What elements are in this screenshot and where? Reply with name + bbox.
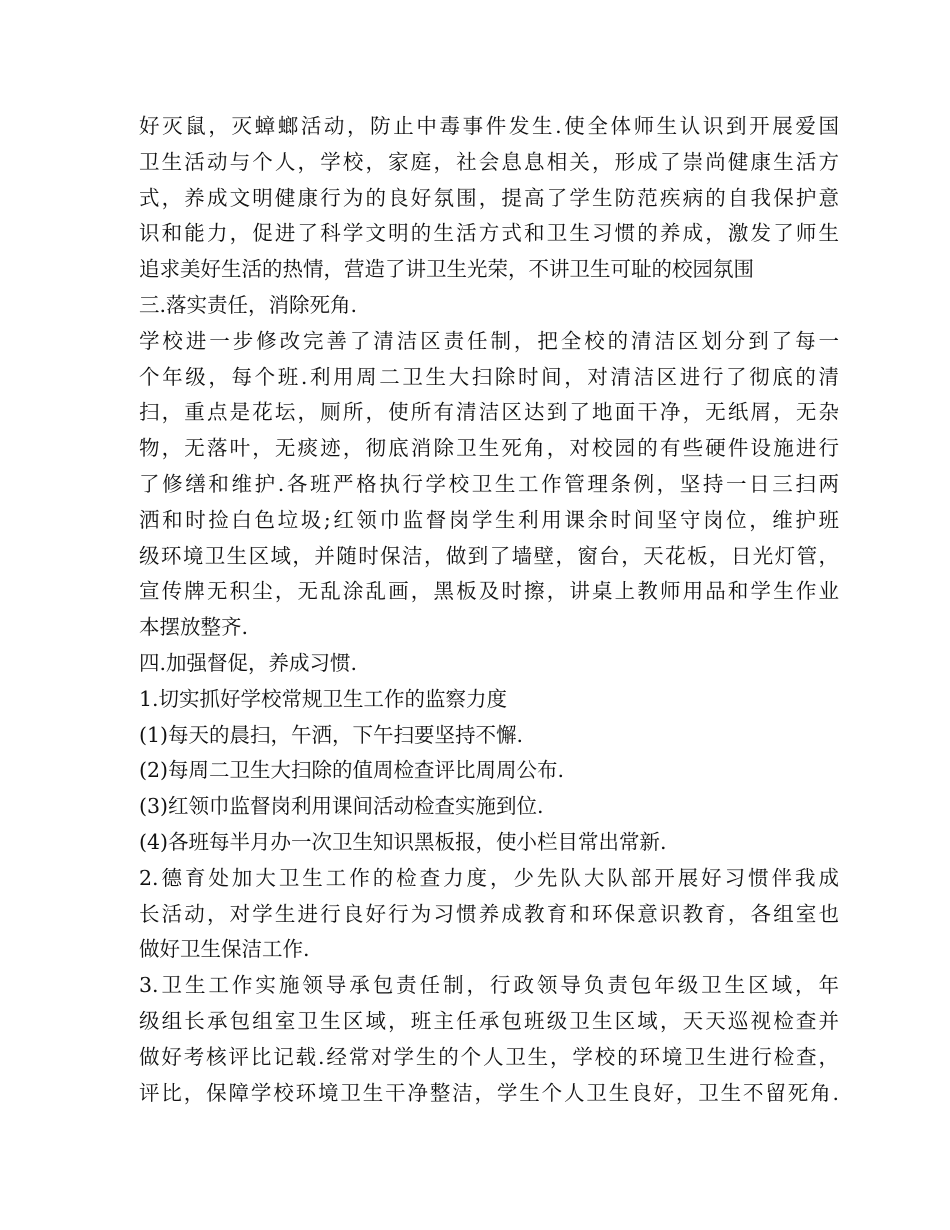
section-heading: 四.加强督促，养成习惯.: [139, 650, 358, 675]
text-line: 洒和时捡白色垃圾;红领巾监督岗学生利用课余时间坚守岗位，维护班: [139, 507, 839, 532]
list-item: (2)每周二卫生大扫除的值周检查评比周周公布.: [139, 758, 565, 783]
list-item: 2.德育处加大卫生工作的检查力度，少先队大队部开展好习惯伴我成: [139, 865, 839, 890]
text-line: 式，养成文明健康行为的良好氛围，提高了学生防范疾病的自我保护意: [139, 185, 839, 210]
text-line: 评比，保障学校环境卫生干净整洁，学生个人卫生良好，卫生不留死角.: [139, 1080, 839, 1105]
text-line: 长活动，对学生进行良好行为习惯养成教育和环保意识教育，各组室也: [139, 901, 839, 926]
text-line: 做好考核评比记载.经常对学生的个人卫生，学校的环境卫生进行检查，: [139, 1044, 839, 1069]
text-line: 追求美好生活的热情，营造了讲卫生光荣，不讲卫生可耻的校园氛围: [139, 257, 754, 282]
text-line: 物，无落叶，无痰迹，彻底消除卫生死角，对校园的有些硬件设施进行: [139, 436, 839, 461]
text-line: 级组长承包组室卫生区域，班主任承包班级卫生区域，天天巡视检查并: [139, 1008, 839, 1033]
list-item: 1.切实抓好学校常规卫生工作的监察力度: [139, 686, 508, 711]
text-line: 卫生活动与个人，学校，家庭，社会息息相关，形成了崇尚健康生活方: [139, 149, 839, 174]
list-item: 3.卫生工作实施领导承包责任制，行政领导负责包年级卫生区域，年: [139, 973, 839, 998]
text-line: 好灭鼠，灭蟑螂活动，防止中毒事件发生.使全体师生认识到开展爱国: [139, 114, 839, 138]
list-item: (4)各班每半月办一次卫生知识黑板报，使小栏目常出常新.: [139, 829, 667, 854]
text-line: 做好卫生保洁工作.: [139, 937, 310, 962]
list-item: (1)每天的晨扫，午洒，下午扫要坚持不懈.: [139, 722, 524, 747]
text-line: 学校进一步修改完善了清洁区责任制，把全校的清洁区划分到了每一: [139, 328, 839, 353]
text-line: 识和能力，促进了科学文明的生活方式和卫生习惯的养成，激发了师生: [139, 221, 839, 246]
text-line: 宣传牌无积尘，无乱涂乱画，黑板及时擦，讲桌上教师用品和学生作业: [139, 579, 839, 604]
text-line: 级环境卫生区域，并随时保洁，做到了墙壁，窗台，天花板，日光灯管，: [139, 543, 839, 568]
section-heading: 三.落实责任，消除死角.: [139, 292, 358, 317]
text-line: 扫，重点是花坛，厕所，使所有清洁区达到了地面干净，无纸屑，无杂: [139, 400, 839, 425]
text-line: 本摆放整齐.: [139, 615, 249, 640]
text-line: 了修缮和维护.各班严格执行学校卫生工作管理条例，坚持一日三扫两: [139, 471, 839, 496]
text-line: 个年级，每个班.利用周二卫生大扫除时间，对清洁区进行了彻底的清: [139, 364, 839, 389]
list-item: (3)红领巾监督岗利用课间活动检查实施到位.: [139, 794, 544, 819]
body-text: [139, 109, 839, 1111]
